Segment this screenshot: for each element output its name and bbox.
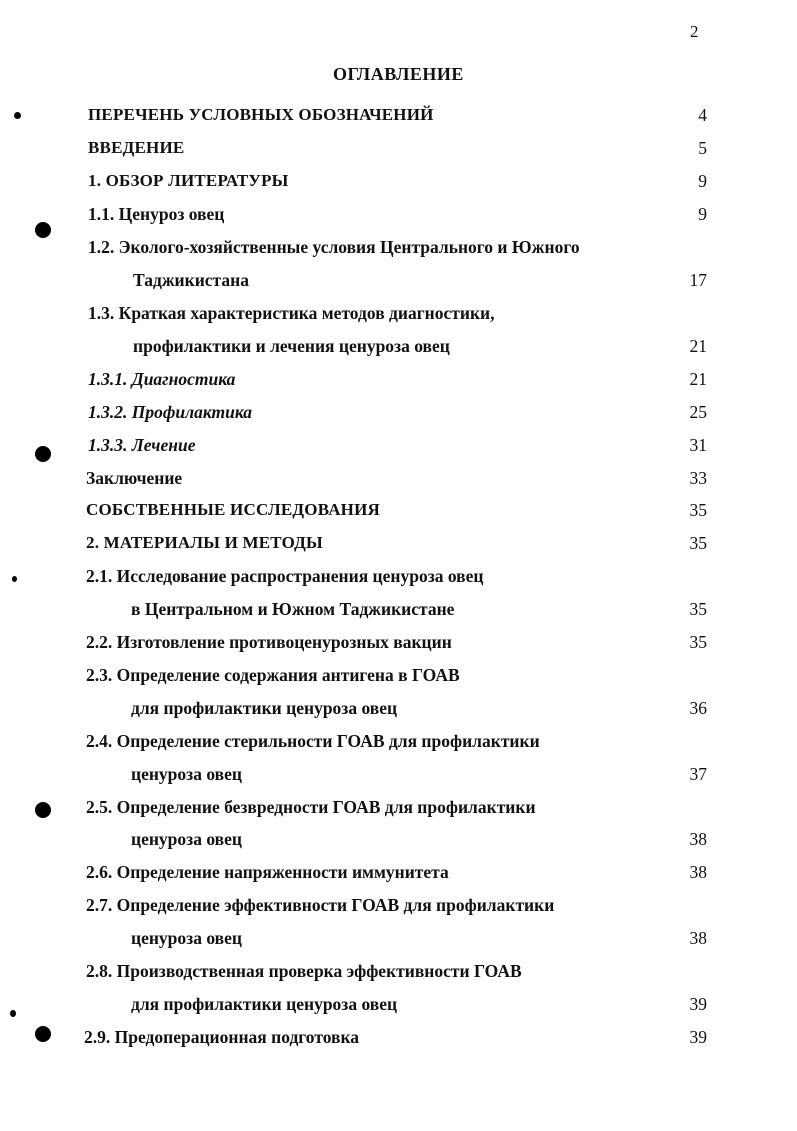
toc-entry-title: 1.3.1. Диагностика xyxy=(88,369,236,389)
toc-entry[interactable] xyxy=(0,105,797,127)
toc-entry-page: 21 xyxy=(689,336,707,356)
toc-entry-title: 1.2. Эколого-хозяйственные условия Центрального и Южного xyxy=(88,237,580,257)
toc-entry-page: 35 xyxy=(689,533,707,553)
toc-entry-page: 38 xyxy=(689,862,707,882)
toc-entry-title: в Центральном и Южном Таджикистане xyxy=(131,599,455,619)
toc-entry-title: 1.3.2. Профилактика xyxy=(88,402,253,422)
toc-entry[interactable] xyxy=(0,1027,797,1049)
toc-entry-page: 35 xyxy=(689,632,707,652)
toc-entry[interactable] xyxy=(0,731,797,753)
toc-entry[interactable] xyxy=(0,599,797,621)
toc-entry[interactable] xyxy=(0,435,797,457)
toc-entry[interactable] xyxy=(0,895,797,917)
toc-entry-title: 1.3. Краткая характеристика методов диагностики, xyxy=(88,303,495,323)
page-number: 2 xyxy=(690,22,699,41)
toc-entry-page: 4 xyxy=(698,105,707,125)
toc-entry[interactable] xyxy=(0,303,797,325)
toc-entry-page: 33 xyxy=(689,468,707,488)
toc-entry-page: 5 xyxy=(698,138,707,158)
toc-entry-title: 2.8. Производственная проверка эффективности ГОАВ xyxy=(86,961,522,981)
toc-entry[interactable] xyxy=(0,468,797,490)
toc-entry-title: 2.7. Определение эффективности ГОАВ для профилактики xyxy=(86,895,555,915)
toc-entry[interactable] xyxy=(0,928,797,950)
toc-entry[interactable] xyxy=(0,402,797,424)
toc-entry-page: 9 xyxy=(698,204,707,224)
toc-entry-page: 37 xyxy=(689,764,707,784)
toc-entry-page: 39 xyxy=(689,994,707,1014)
toc-entry[interactable] xyxy=(0,204,797,226)
toc-entry[interactable] xyxy=(0,994,797,1016)
toc-entry[interactable] xyxy=(0,764,797,786)
toc-entry-page: 39 xyxy=(689,1027,707,1047)
toc-entry[interactable] xyxy=(0,369,797,391)
toc-entry[interactable] xyxy=(0,270,797,292)
toc-entry[interactable] xyxy=(0,698,797,720)
toc-entry-page: 21 xyxy=(689,369,707,389)
toc-entry-title: 2.5. Определение безвредности ГОАВ для профилактики xyxy=(86,797,536,817)
toc-entry-title: 2. МАТЕРИАЛЫ И МЕТОДЫ xyxy=(86,533,323,552)
toc-entry-page: 17 xyxy=(689,270,707,290)
toc-entry[interactable] xyxy=(0,961,797,983)
toc-entry-title: ценуроза овец xyxy=(131,764,242,784)
toc-entry-title: 2.2. Изготовление противоценурозных вакцин xyxy=(86,632,452,652)
toc-entry[interactable] xyxy=(0,829,797,851)
toc-entry-page: 9 xyxy=(698,171,707,191)
toc-entry-title: для профилактики ценуроза овец xyxy=(131,994,398,1014)
toc-entry[interactable] xyxy=(0,533,797,555)
toc-entry-title: ценуроза овец xyxy=(131,829,242,849)
toc-entry-title: 2.3. Определение содержания антигена в ГОАВ xyxy=(86,665,460,685)
toc-entry-title: 2.1. Исследование распространения ценуроза овец xyxy=(86,566,484,586)
toc-entry-page: 38 xyxy=(689,928,707,948)
toc-entry-title: ПЕРЕЧЕНЬ УСЛОВНЫХ ОБОЗНАЧЕНИЙ xyxy=(88,105,434,124)
toc-entry-title: профилактики и лечения ценуроза овец xyxy=(133,336,450,356)
toc-entry[interactable] xyxy=(0,797,797,819)
toc-entry[interactable] xyxy=(0,171,797,193)
toc-entry-title: 1.3.3. Лечение xyxy=(88,435,196,455)
toc-entry-title: ВВЕДЕНИЕ xyxy=(88,138,185,157)
toc-entry-title: ценуроза овец xyxy=(131,928,242,948)
toc-entry[interactable] xyxy=(0,632,797,654)
toc-entry-page: 31 xyxy=(689,435,707,455)
toc-entry[interactable] xyxy=(0,566,797,588)
toc-entry[interactable] xyxy=(0,665,797,687)
toc-entry-page: 35 xyxy=(689,599,707,619)
toc-entry-title: для профилактики ценуроза овец xyxy=(131,698,398,718)
toc-entry[interactable] xyxy=(0,336,797,358)
toc-entry-title: 1.1. Ценуроз овец xyxy=(88,204,225,224)
toc-entry-title: СОБСТВЕННЫЕ ИССЛЕДОВАНИЯ xyxy=(86,500,380,519)
toc-entry[interactable] xyxy=(0,500,797,522)
toc-entry[interactable] xyxy=(0,862,797,884)
toc-entry-page: 35 xyxy=(689,500,707,520)
toc-heading: ОГЛАВЛЕНИЕ xyxy=(333,64,464,84)
toc-entry-page: 36 xyxy=(689,698,707,718)
toc-entry-title: 1. ОБЗОР ЛИТЕРАТУРЫ xyxy=(88,171,289,190)
toc-entry[interactable] xyxy=(0,138,797,160)
toc-entry-page: 25 xyxy=(689,402,707,422)
toc-entry-title: Таджикистана xyxy=(133,270,249,290)
toc-entry-title: Заключение xyxy=(86,468,183,488)
toc-entry-title: 2.4. Определение стерильности ГОАВ для профилактики xyxy=(86,731,540,751)
toc-entry-page: 38 xyxy=(689,829,707,849)
toc-entry-title: 2.6. Определение напряженности иммунитета xyxy=(86,862,449,882)
toc-entry[interactable] xyxy=(0,237,797,259)
toc-entry-title: 2.9. Предоперационная подготовка xyxy=(84,1027,360,1047)
